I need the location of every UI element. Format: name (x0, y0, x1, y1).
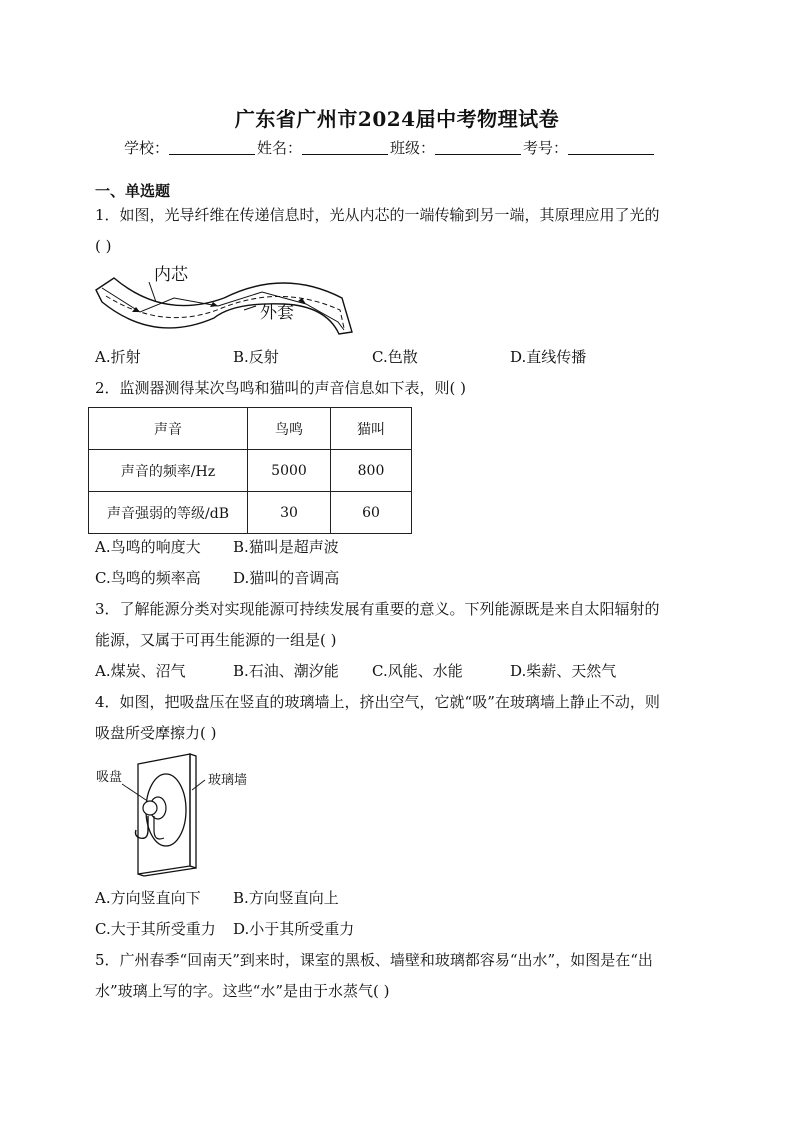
q1-option-c[interactable]: C.色散 (372, 348, 418, 366)
school-label: 学校： (124, 139, 170, 157)
q2-option-b[interactable]: B.猫叫是超声波 (233, 538, 339, 556)
q3-option-d[interactable]: D.柴薪、天然气 (510, 662, 617, 680)
q1-option-b[interactable]: B.反射 (233, 348, 279, 366)
table-cell: 5000 (248, 450, 331, 492)
q4-option-a[interactable]: A.方向竖直向下 (95, 889, 201, 907)
table-cell: 声音的频率/Hz (89, 450, 248, 492)
q3-option-b[interactable]: B.石油、潮汐能 (233, 662, 339, 680)
student-info-line (124, 137, 656, 158)
q3-text-line2: 能源，又属于可再生能源的一组是( ) (95, 631, 337, 649)
class-blank[interactable] (435, 140, 521, 155)
q4-option-c[interactable]: C.大于其所受重力 (95, 920, 216, 938)
number-label: 考号： (523, 139, 569, 157)
sound-data-table (88, 407, 412, 534)
q2-option-a[interactable]: A.鸟鸣的响度大 (95, 538, 201, 556)
q4-option-b[interactable]: B.方向竖直向上 (233, 889, 339, 907)
glass-wall-label: 玻璃墙 (208, 773, 248, 788)
table-cell: 60 (331, 492, 412, 534)
q5-text-line2: 水”玻璃上写的字。这些“水”是由于水蒸气( ) (95, 982, 390, 1000)
q1-text-line1: 1．如图，光导纤维在传递信息时，光从内芯的一端传输到另一端，其原理应用了光的 (95, 206, 660, 224)
q1-text-line2: ( ) (95, 237, 112, 255)
table-row (89, 492, 412, 534)
name-label: 姓名： (257, 139, 303, 157)
q2-option-d[interactable]: D.猫叫的音调高 (233, 569, 340, 587)
fiber-inner-label: 内芯 (154, 265, 188, 285)
section-heading: 一、单选题 (95, 182, 171, 200)
q3-text-line1: 3．了解能源分类对实现能源可持续发展有重要的意义。下列能源既是来自太阳辐射的 (95, 600, 660, 618)
q4-option-d[interactable]: D.小于其所受重力 (233, 920, 355, 938)
suction-cup-label: 吸盘 (96, 770, 123, 785)
table-header-cell: 猫叫 (331, 408, 412, 450)
class-label: 班级： (390, 139, 436, 157)
fiber-outer-label: 外套 (260, 303, 294, 323)
q2-option-c[interactable]: C.鸟鸣的频率高 (95, 569, 201, 587)
suction-cup-figure (94, 750, 266, 878)
q4-text-line1: 4．如图，把吸盘压在竖直的玻璃墙上，挤出空气，它就“吸”在玻璃墙上静止不动，则 (95, 693, 660, 711)
table-header-cell: 鸟鸣 (248, 408, 331, 450)
table-cell: 800 (331, 450, 412, 492)
table-cell: 声音强弱的等级/dB (89, 492, 248, 534)
q2-text-line1: 2．监测器测得某次鸟鸣和猫叫的声音信息如下表，则( ) (95, 379, 467, 397)
table-row (89, 450, 412, 492)
table-cell: 30 (248, 492, 331, 534)
table-header-row (89, 408, 412, 450)
q3-option-a[interactable]: A.煤炭、沼气 (95, 662, 186, 680)
q5-text-line1: 5．广州春季“回南天”到来时，课室的黑板、墙壁和玻璃都容易“出水”，如图是在“出 (95, 951, 653, 969)
school-blank[interactable] (169, 140, 255, 155)
name-blank[interactable] (302, 140, 388, 155)
page-title: 广东省广州市2024届中考物理试卷 (234, 107, 560, 131)
table-header-cell: 声音 (89, 408, 248, 450)
q4-text-line2: 吸盘所受摩擦力( ) (95, 724, 217, 742)
q1-option-a[interactable]: A.折射 (95, 348, 141, 366)
q1-option-d[interactable]: D.直线传播 (510, 348, 587, 366)
number-blank[interactable] (568, 140, 654, 155)
q3-option-c[interactable]: C.风能、水能 (372, 662, 463, 680)
optical-fiber-figure (94, 258, 364, 338)
